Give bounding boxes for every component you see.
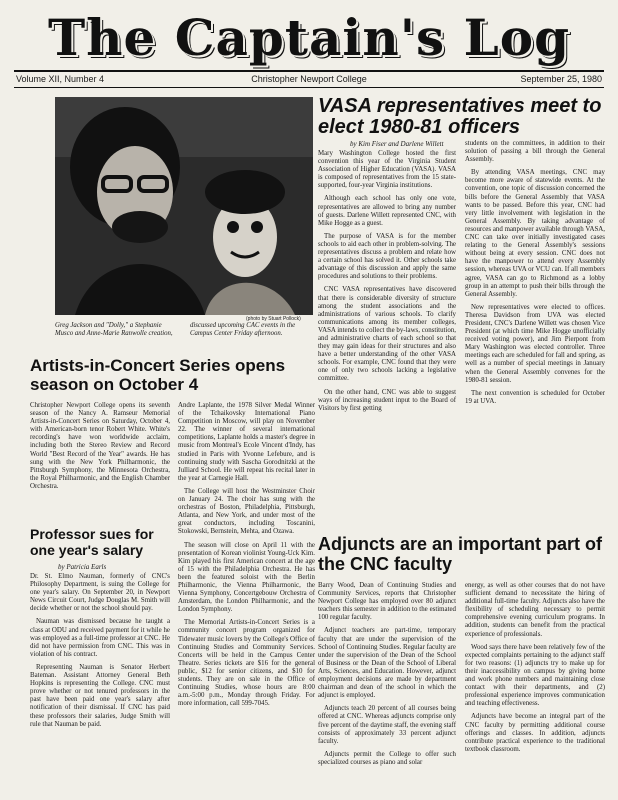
adjuncts-paragraph: Adjunct teachers are part-time, temporary faculty that are under the supervision of the School of Continuing Studies. Regular faculty are under the supervision of the Dean of the School of Business or the Dean of the School of Liberal Arts, Sciences, and Education. However, adjunct employment decisions are made by department chairman and dean of the school in which the adjunct is employed. — [318, 627, 456, 700]
concert-paragraph: Christopher Newport College opens its seventh season of the Nancy A. Ramseur Memorial Artists-in-Concert Series on Saturday, October 4, with American-born tenor Robert White. White's recording's have won worldwide acclaim, including both the Stereo Review and Record World "Best Record of the Year" awards. He has sung with the New York Philharmonic, the Pittsburgh Symphony, the Minnesota Orchestra, the Royal Philharmonic, and the English Chamber Orchestra. — [30, 402, 170, 490]
vasa-paragraph: New representatives were elected to offices. Theresa Davidson from UVA was elected President, CNC's Darlene Willett was chosen Vice President (at which time Mike Hogge unofficially received voting power), and Jim Pierpont from Mary Washington was elected controller. Three meetings each are scheduled for fall and spring, as well as a number of special meetings in January when the General Assembly convenes for the 1980-81 session. — [465, 303, 605, 384]
vasa-paragraph: The next convention is scheduled for October 19 at UVA. — [465, 389, 605, 405]
vasa-paragraph: Mary Washington College hosted the first convention this year of the Virginia Student Association of Higher Education (VASA). VASA is composed of representatives from the 15 state-supported, four-year Virginia institutions. — [318, 150, 456, 190]
concert-paragraph: The Memorial Artists-in-Concert Series is a community concert program organized for Tidewater music lovers by the College's Office of Continuing Studies and Community Services. Concerts will be held in the Campus Center Theatre. Series tickets are $16 for the general public, $12 for senior citizens, and $10 for students. They are on sale in the Office of Continuing Studies, whose hours are 8:00 a.m.-5:00 p.m., Monday through Friday. For more information, call 599-7045. — [178, 619, 315, 708]
masthead-rule-bottom — [14, 87, 604, 88]
vasa-byline: by Kim Fiser and Darlene Willett — [350, 140, 444, 148]
adjuncts-column-2 — [465, 582, 605, 759]
photo-caption-left: Greg Jackson and "Dolly," a Stephanie Musco and Anne-Marie Ranwolle creation, — [55, 322, 173, 337]
concert-column-1 — [30, 402, 170, 496]
vasa-column-2 — [465, 140, 605, 411]
issue-school: Christopher Newport College — [251, 74, 367, 84]
professor-paragraph: Dr. St. Elmo Nauman, formerly of CNC's Philosophy Department, is suing the College for one year's salary. On September 20, in Newport News Circuit Court, Judge Douglas M. Smith will decide whether or not the school should pay. — [30, 573, 170, 613]
vasa-headline: VASA representatives meet to elect 1980-81 officers — [318, 95, 602, 138]
concert-paragraph: The College will host the Westminster Choir on January 24. The choir has sung with the orchestras of Boston, Philadelphia, Pittsburgh, Atlanta, and New York, and under most of the great conductors, including Toscanini, Stokowski, Bernstein, Mehta, and Ozawa. — [178, 487, 315, 536]
adjuncts-paragraph: Wood says there have been relatively few of the expected complaints pertaining to the adjunct staff for two reasons: (1) adjuncts try to make up for their inaccessibility on campus by giving home and work phone numbers and maintaining close contact with their departments, and (2) professional experience improves communication and teaching effectiveness. — [465, 643, 605, 708]
concert-column-2 — [178, 402, 315, 713]
masthead-rule-top — [14, 70, 604, 72]
vasa-paragraph: On the other hand, CNC was able to suggest ways of increasing student input to the Board of Visitors by first getting — [318, 388, 456, 412]
professor-paragraph: Nauman was dismissed because he taught a class at ODU and received payment for it while he was employed as a full-time professor at CNC. He did not have permission from CNC. This was in violation of his contract. — [30, 618, 170, 658]
vasa-paragraph: By attending VASA meetings, CNC may become more aware of statewide events. At the convention, one topic of discussion concerned the bills before the General Assembly that VASA wants to be passed. Before this year, CNC had very little involvement with legislation in the General Assembly. By taking advantage of resources and manpower available through VASA, CNC can take over initially investigated cases relating to the General Assembly's sessions without being at every session. CNC does not have the manpower to attend every Assembly session, whereas UVA or VCU can. If all members agree, VASA can go to Richmond as a lobby group in an attempt to push their bills through the General Assembly. — [465, 169, 605, 298]
issue-date: September 25, 1980 — [520, 74, 602, 84]
masthead-title: The Captain's Log — [47, 8, 571, 67]
professor-headline: Professor sues for one year's salary — [30, 526, 154, 558]
adjuncts-paragraph: Adjuncts have become an integral part of the CNC faculty by permitting additional course offerings and classes. In addition, adjuncts contribute practical experience to the traditional textbook classroom. — [465, 713, 605, 753]
vasa-paragraph: The purpose of VASA is for the member schools to aid each other in problem-solving. The representatives discuss a problem and relate how a certain school has solved it. Other schools take advantage of this discussion and apply the same procedures and solutions to their problems. — [318, 232, 456, 281]
vasa-column-1 — [318, 150, 456, 418]
photo-credit: (photo by Stuart Pollock) — [246, 316, 301, 322]
vasa-paragraph: Although each school has only one vote, representatives are allowed to bring any number of guests. Darlene Willett represented CNC, with Mike Hogge as a guest. — [318, 195, 456, 227]
professor-body — [30, 573, 170, 734]
adjuncts-paragraph: Adjuncts permit the College to offer such specialized courses as piano and solar — [318, 750, 456, 766]
concert-paragraph: Andre Laplante, the 1978 Silver Medal Winner of the Tchaikovsky International Piano Competition in Moscow, will play on November 22. The winner of several international competitions, Laplante holds a master's degree in music from Montreal's Ecole Vincent d'Indy, has studied in Paris with Yvonne Lefebure, and is continuing study with Sascha Gorodnitzki at the Julliard School. He will repeat his recital later in the year at Carnegie Hall. — [178, 402, 315, 482]
adjuncts-paragraph: Adjuncts teach 20 percent of all courses being offered at CNC. Whereas adjuncts comprise only five percent of the daytime staff, the evening staff consists of approximately 33 percent adjunct faculty. — [318, 705, 456, 745]
adjuncts-headline: Adjuncts are an important part of the CNC faculty — [318, 534, 603, 574]
professor-paragraph: Representing Nauman is Senator Herbert Bateman. Assistant Attorney General Beth Hopkins is representing the College. CNC must prove whether or not tenured professors in the past have been paid one year's salary after notification of their dismissal. If CNC has paid these professors their salaries, Judge Smith will rule that Nauman be paid. — [30, 663, 170, 728]
front-page-photo — [55, 97, 313, 315]
adjuncts-paragraph: energy, as well as other courses that do not have sufficient demand to necessitate the hiring of additional full-time faculty. Adjuncts also have the flexibility of scheduling necessary to permit comprehensive evening curriculum programs. In addition, students can benefit from the practical experience of professionals. — [465, 582, 605, 638]
photo-illustration — [55, 97, 313, 315]
vasa-paragraph: CNC VASA representatives have discovered that there is considerable diversity of structure among the student associations and the administrations of various schools. To clarify communications among its member colleges, VASA intends to collect the by-laws, constitution, and administrative charts of each school so that they may gain ideas for their structures and also have a better understanding of the other VASA schools. For example, CNC found that they were one of only two schools lacking a legislative committee. — [318, 286, 456, 383]
photo-caption-right: discussed upcoming CAC events in the Campus Center Friday afternoon. — [190, 322, 296, 337]
issue-volume: Volume XII, Number 4 — [16, 74, 105, 84]
adjuncts-paragraph: Barry Wood, Dean of Continuing Studies and Community Services, reports that Christopher Newport College has employed over 80 adjunct teachers this semester in addition to the estimated 100 regular faculty. — [318, 582, 456, 622]
adjuncts-column-1 — [318, 582, 456, 772]
concert-headline: Artists-in-Concert Series opens season on October 4 — [30, 356, 286, 394]
concert-paragraph: The season will close on April 11 with the presentation of Korean violinist Young-Uck Kim. Kim played his first American concert at the age of 15 with the Philadelphia Orchestra. He has been the featured soloist with the Berlin Philharmonic, the Vienna Philharmonic, the Vienna Symphony, Concertgebouw Orchestra of Amsterdam, the London Philharmonic, and the London Symphony. — [178, 541, 315, 614]
professor-byline: by Patricia Earls — [58, 563, 107, 571]
vasa-paragraph: students on the committees, in addition to their solution of passing a bill through the General Assembly. — [465, 140, 605, 164]
